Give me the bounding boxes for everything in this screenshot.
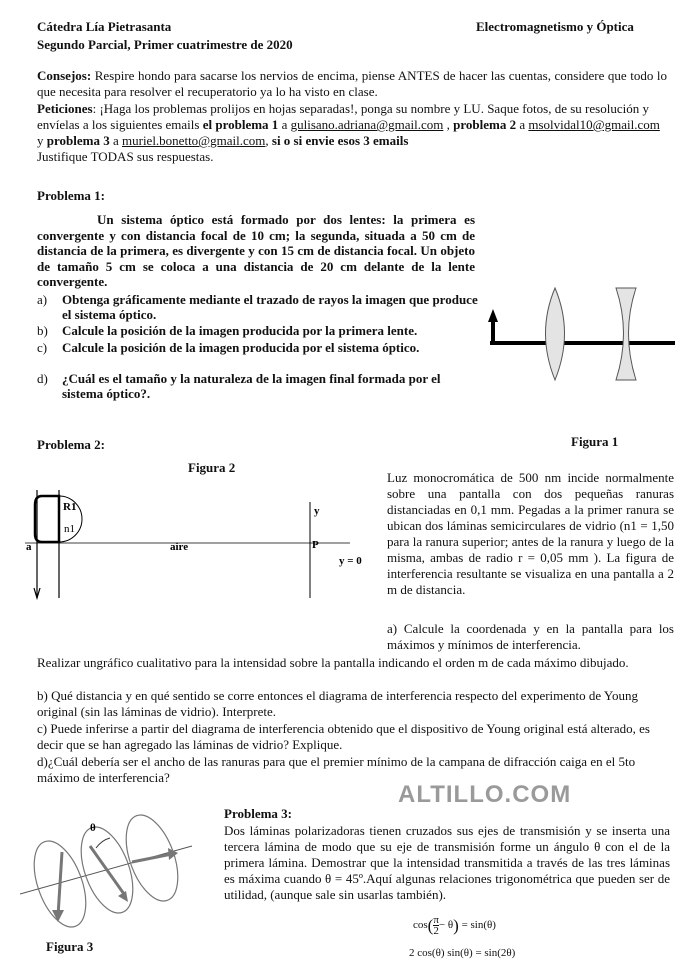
course-name: Cátedra Lía Pietrasanta xyxy=(37,19,172,34)
optical-axis xyxy=(490,341,675,345)
n1-label: n1 xyxy=(64,523,75,535)
problem1-item-c xyxy=(37,340,482,355)
peticiones-emphasis: si o si envie esos 3 emails xyxy=(271,133,409,148)
peticiones-text: a xyxy=(278,117,291,132)
transmission-axis-1 xyxy=(58,852,62,916)
email-link-2[interactable]: msolvidal10@gmail.com xyxy=(528,117,660,132)
item-label: c) xyxy=(37,340,48,355)
equation-cos-identity xyxy=(413,915,496,936)
p-label: P xyxy=(312,539,319,551)
eq-cos: cos xyxy=(413,919,428,932)
problem2-question-d: d)¿Cuál debería ser el ancho de las ranuras para que el premier mínimo de la campana de difracción caiga en el 5to máximo de interferencia? xyxy=(37,754,636,785)
peticiones-text: , xyxy=(443,117,454,132)
consejos-label: Consejos: xyxy=(37,68,92,83)
peticiones-paragraph xyxy=(37,101,667,165)
peticiones-text: : ¡Haga los problemas prolijos en hojas separadas!, ponga su nombre y LU. Saque fotos, de su resolución y envíelas a los siguientes emails xyxy=(37,101,649,132)
problem1-item-b xyxy=(37,323,482,338)
problem2-ref: problema 2 xyxy=(453,117,517,132)
theta-label: θ xyxy=(90,822,96,834)
problem2-question-a-cont: Realizar ungráfico cualitativo para la intensidad sobre la pantalla indicando el orden m de cada máximo dibujado. xyxy=(37,655,629,670)
problem3-text: Dos láminas polarizadoras tienen cruzados sus ejes de transmisión y se inserta una tercera lámina de modo que su eje de transmisión forme un ángulo θ con el de la primera lámina. Demostrar que la intensidad transmitida a través de las tres láminas es máxima cuando θ = 45º.Aquí algunas relaciones trigonométrica que pueden ser de utilidad, (aunque sale sin usarlas también). xyxy=(224,823,670,902)
eq-rhs: = sin(θ) xyxy=(461,919,496,932)
watermark-logo: ALTILLO.COM xyxy=(398,781,572,808)
problem2-intro: Luz monocromática de 500 nm incide normalmente sobre una pantalla con dos pequeñas ranuras distanciadas en 0,1 mm. Pegadas a la primer ranura se ubican dos láminas semicirculares de vidrio (n1 = 1,50 para la ranura superior; antes de la ranura y luego de la misma, ambas de radio r = 0,05 mm ). La figura de interferencia resultante se visualiza en una pantalla a 2 m de distancia. xyxy=(387,470,674,597)
email-link-1[interactable]: gulisano.adriana@gmail.com xyxy=(290,117,444,132)
problem3-ref: problema 3 xyxy=(46,133,110,148)
diverging-lens xyxy=(616,288,636,380)
peticiones-label: Peticiones xyxy=(37,101,93,116)
problem1-intro: Un sistema óptico está formado por dos lentes: la primera es convergente y con distancia focal de 10 cm; la segunda, situada a 50 cm de distancia de la primera, es divergente y con 15 cm de distancia focal. Un objeto de tamaño 5 cm se coloca a una distancia de 20 cm delante de la lente convergente. xyxy=(37,212,475,289)
paren-open: ( xyxy=(427,916,434,936)
eq-minus-theta: − θ xyxy=(438,919,454,932)
figure2-caption: Figura 2 xyxy=(188,460,236,475)
aire-label: aire xyxy=(170,541,189,553)
object-arrow-head xyxy=(488,309,498,322)
item-label: d) xyxy=(37,371,48,386)
item-text: Calcule la posición de la imagen producida por el sistema óptico. xyxy=(62,340,420,355)
problem1-item-d xyxy=(37,371,482,401)
problem1-item-a xyxy=(37,292,482,322)
consejos-paragraph xyxy=(37,68,667,100)
problem2-question-b: b) Qué distancia y en qué sentido se corre entonces el diagrama de interferencia respecto del experimento de Young original (sin las láminas de vidrio). Interprete. xyxy=(37,688,639,719)
figure2-diagram xyxy=(25,488,385,603)
figure1-lens-diagram xyxy=(485,280,680,390)
peticiones-text: a xyxy=(516,117,529,132)
transmission-axis-3 xyxy=(132,854,172,862)
exam-title: Segundo Parcial, Primer cuatrimestre de 2020 xyxy=(37,37,293,52)
peticiones-text: y xyxy=(37,133,47,148)
email-link-3[interactable]: muriel.bonetto@gmail.com xyxy=(122,133,266,148)
angle-arc xyxy=(96,838,110,848)
y-label: y xyxy=(314,505,320,517)
problem1-ref: el problema 1 xyxy=(202,117,279,132)
r1-label: R1 xyxy=(63,501,77,513)
item-text: Calcule la posición de la imagen producida por la primera lente. xyxy=(62,323,418,338)
problem3-title: Problema 3: xyxy=(224,806,292,821)
subject-name: Electromagnetismo y Óptica xyxy=(476,19,634,34)
a-label: a xyxy=(26,541,32,553)
problem2-title: Problema 2: xyxy=(37,437,105,452)
figure1-caption: Figura 1 xyxy=(571,434,619,449)
peticiones-text: a xyxy=(109,133,122,148)
eq-two: 2 xyxy=(433,925,439,937)
problem2-question-a: a) Calcule la coordenada y en la pantalla para los máximos y mínimos de interferencia. xyxy=(387,621,674,652)
justify-instruction: Justifique TODAS sus respuestas. xyxy=(37,149,214,164)
figure3-caption: Figura 3 xyxy=(46,939,94,954)
problem1-title: Problema 1: xyxy=(37,188,105,203)
item-text: Obtenga gráficamente mediante el trazado de rayos la imagen que produce el sistema óptico. xyxy=(62,292,478,322)
equation-double-angle: 2 cos(θ) sin(θ) = sin(2θ) xyxy=(409,947,516,959)
converging-lens xyxy=(546,288,565,380)
item-label: a) xyxy=(37,292,48,307)
glass-lamina xyxy=(35,496,59,542)
paren-close: ) xyxy=(453,916,459,936)
item-label: b) xyxy=(37,323,48,338)
transmission-axis-2 xyxy=(90,846,124,894)
peticiones-text: , xyxy=(265,133,272,148)
item-text: ¿Cuál es el tamaño y la naturaleza de la imagen final formada por el sistema óptico?. xyxy=(62,371,441,401)
eq-pi: π xyxy=(433,914,439,926)
y0-label: y = 0 xyxy=(339,555,362,567)
problem2-question-c: c) Puede inferirse a partir del diagrama de interferencia obtenido que el dispositivo de Young original está alterado, es decir que se han agregado las láminas de vidrio? Explique. xyxy=(37,721,650,752)
consejos-text: Respire hondo para sacarse los nervios de encima, piense ANTES de hacer las cuentas, considere que todo lo que necesita para resolver el recuperatorio ya lo ha visto en clase. xyxy=(37,68,667,99)
figure3-polarizers xyxy=(20,812,198,930)
